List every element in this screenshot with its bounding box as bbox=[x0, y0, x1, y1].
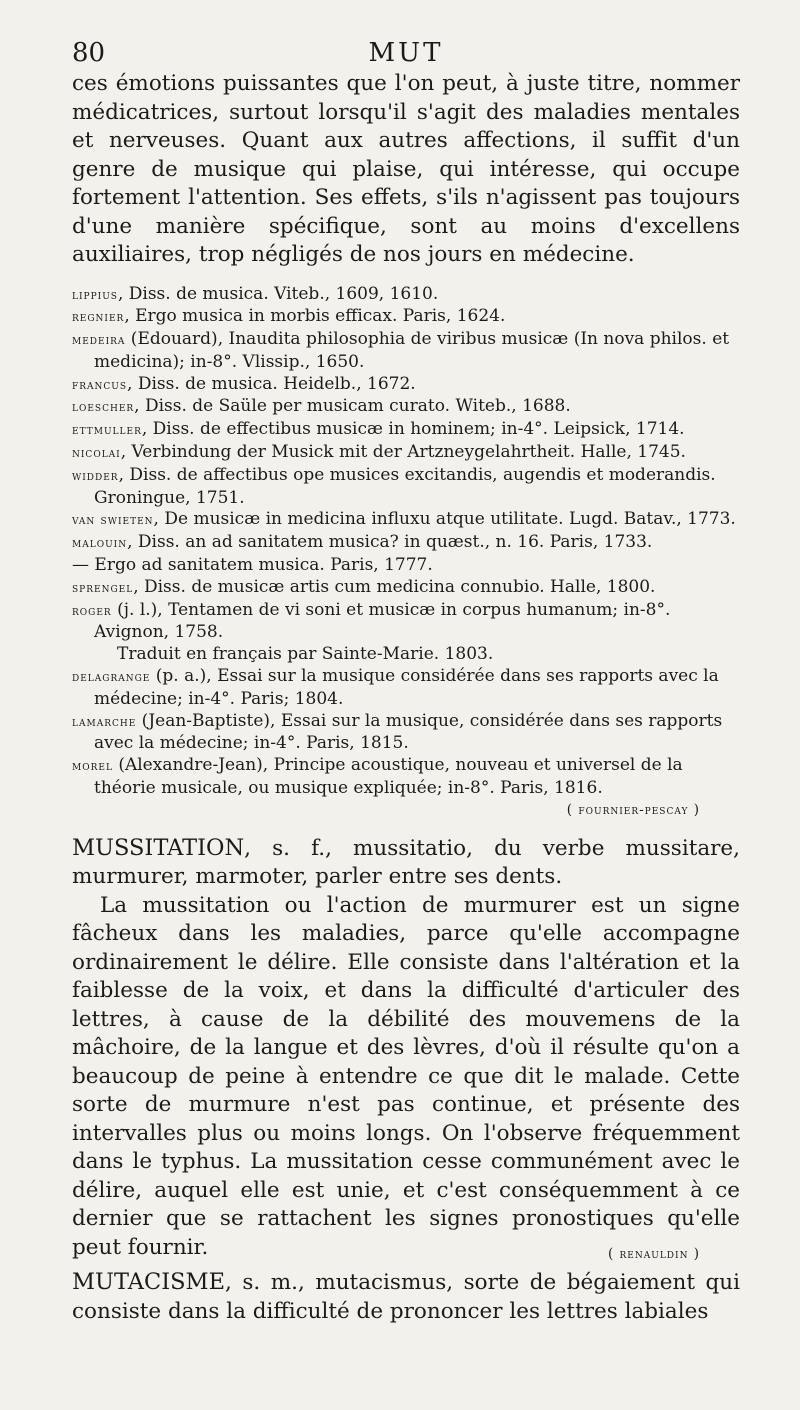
bib-text: (Alexandre-Jean), Principe acoustique, nouveau et universel de la théorie musicale, ou musique expliquée; in-8°. Paris, 1816. bbox=[94, 755, 683, 799]
bib-text: , De musicæ in medicina influxu atque utilitate. Lugd. Batav., 1773. bbox=[153, 509, 736, 530]
headword-mutacisme: MUTACISME bbox=[72, 1269, 226, 1296]
bib-entry bbox=[72, 555, 740, 577]
bib-text: , Diss. an ad sanitatem musica? in quæst., n. 16. Paris, 1733. bbox=[127, 532, 653, 553]
bib-author: malouin bbox=[72, 535, 128, 552]
bib-entry bbox=[72, 306, 740, 329]
page-header bbox=[72, 38, 740, 72]
mutacisme-lead: , s. m., mutacismus, sorte de bégaiement qui consiste dans la difficulté de prononcer les lettres labiales bbox=[72, 1270, 740, 1324]
bib-entry bbox=[72, 442, 740, 465]
bib-entry bbox=[72, 644, 740, 666]
bib-author: roger bbox=[72, 602, 112, 619]
bib-entry bbox=[72, 329, 740, 374]
bib-author: francus bbox=[72, 376, 128, 393]
bib-author: ettmuller bbox=[72, 422, 142, 439]
bib-entry bbox=[72, 711, 740, 756]
signature-renauldin: ( renauldin ) bbox=[607, 1245, 700, 1262]
bib-text: — Ergo ad sanitatem musica. Paris, 1777. bbox=[72, 555, 433, 576]
page-number: 80 bbox=[72, 38, 106, 68]
bib-text: , Ergo musica in morbis efficax. Paris, 1624. bbox=[124, 306, 506, 327]
bib-author: loescher bbox=[72, 399, 135, 416]
bib-text: , Diss. de Saüle per musicam curato. Witeb., 1688. bbox=[134, 396, 571, 417]
mussitation-body bbox=[72, 892, 740, 1263]
bib-author: morel bbox=[72, 758, 113, 775]
mussitation-text: La mussitation ou l'action de murmurer est un signe fâcheux dans les maladies, parce qu'elle accompagne ordinairement le délire. Elle consiste dans l'altération et la faiblesse de la voix, et dans la difficulté d'articuler des lettres, à cause de la débilité des mouvemens de la mâchoire, de la langue et des lèvres, d'où il résulte qu'on a beaucoup de peine à entendre ce que dit le malade. Cette sorte de murmure n'est pas continue, et présente des intervalles plus ou moins longs. On l'observe fréquemment dans le typhus. La mussitation cesse communément avec le délire, auquel elle est unie, et c'est conséquemment à ce dernier que se rattachent les signes pronostiques qu'elle peut fournir. bbox=[72, 892, 740, 1260]
bib-author: lippius bbox=[72, 286, 118, 303]
bib-author: medeira bbox=[72, 332, 126, 349]
article-mussitation bbox=[72, 834, 740, 892]
article-mutacisme bbox=[72, 1268, 740, 1326]
bib-text: , Diss. de musica. Heidelb., 1672. bbox=[127, 373, 416, 394]
bib-entry bbox=[72, 532, 740, 555]
running-head: MUT bbox=[368, 38, 444, 68]
bib-entry bbox=[72, 284, 740, 307]
bib-text: (j. l.), Tentamen de vi soni et musicæ in corpus humanum; in-8°. Avignon, 1758. bbox=[94, 599, 671, 643]
bib-text: , Diss. de musica. Viteb., 1609, 1610. bbox=[117, 283, 439, 304]
bib-entry bbox=[72, 374, 740, 397]
page-content bbox=[72, 70, 740, 1326]
bib-entry bbox=[72, 666, 740, 711]
bib-entry bbox=[72, 600, 740, 645]
bib-author: van swieten bbox=[72, 512, 154, 529]
bib-text: , Diss. de effectibus musicæ in hominem; in-4°. Leipsick, 1714. bbox=[141, 419, 685, 440]
bib-entry bbox=[72, 755, 740, 800]
bib-entry bbox=[72, 577, 740, 600]
bib-entry bbox=[72, 509, 740, 532]
bib-text: (Jean-Baptiste), Essai sur la musique, considérée dans ses rapports avec la médecine; in-4°. Paris, 1815. bbox=[94, 710, 723, 754]
bib-entry bbox=[72, 465, 740, 510]
bib-author: nicolai bbox=[72, 445, 121, 462]
bib-author: sprengel bbox=[72, 579, 134, 596]
intro-paragraph: ces émotions puissantes que l'on peut, à juste titre, nommer médicatrices, surtout lorsqu'il s'agit des maladies mentales et nerveuses. Quant aux autres affections, il suffit d'un genre de musique qui plaise, qui intéresse, qui occupe fortement l'attention. Ses effets, s'ils n'agissent pas toujours d'une manière spécifique, sont au moins d'excellens auxiliaires, trop négligés de nos jours en médecine. bbox=[72, 71, 740, 267]
bib-text: , Diss. de musicæ artis cum medicina connubio. Halle, 1800. bbox=[133, 576, 656, 597]
signature-fournier: ( fournier-pescay ) bbox=[566, 801, 700, 818]
bib-text: (p. a.), Essai sur la musique considérée dans ses rapports avec la médecine; in-4°. Paris; 1804. bbox=[94, 666, 719, 709]
bib-author: lamarche bbox=[72, 713, 137, 730]
bib-entry bbox=[72, 396, 740, 419]
bib-author: widder bbox=[72, 467, 119, 484]
bib-text: , Verbindung der Musick mit der Artzneygelahrtheit. Halle, 1745. bbox=[120, 442, 686, 463]
bib-text: Traduit en français par Sainte-Marie. 1803. bbox=[117, 644, 494, 665]
bib-author: regnier bbox=[72, 309, 125, 326]
bib-author: delagrange bbox=[72, 669, 151, 686]
headword-mussitation: MUSSITATION bbox=[72, 834, 245, 861]
mussitation-lead: , s. f., mussitatio, du verbe mussitare, murmurer, marmoter, parler entre ses dents. bbox=[72, 835, 740, 890]
bibliography bbox=[72, 284, 740, 800]
bib-entry bbox=[72, 419, 740, 442]
bib-text: (Edouard), Inaudita philosophia de viribus musicæ (In nova philos. et medicina); in-8°. Vlissip., 1650. bbox=[94, 329, 730, 372]
bib-text: , Diss. de affectibus ope musices excitandis, augendis et moderandis. Groningue, 1751. bbox=[94, 464, 716, 508]
